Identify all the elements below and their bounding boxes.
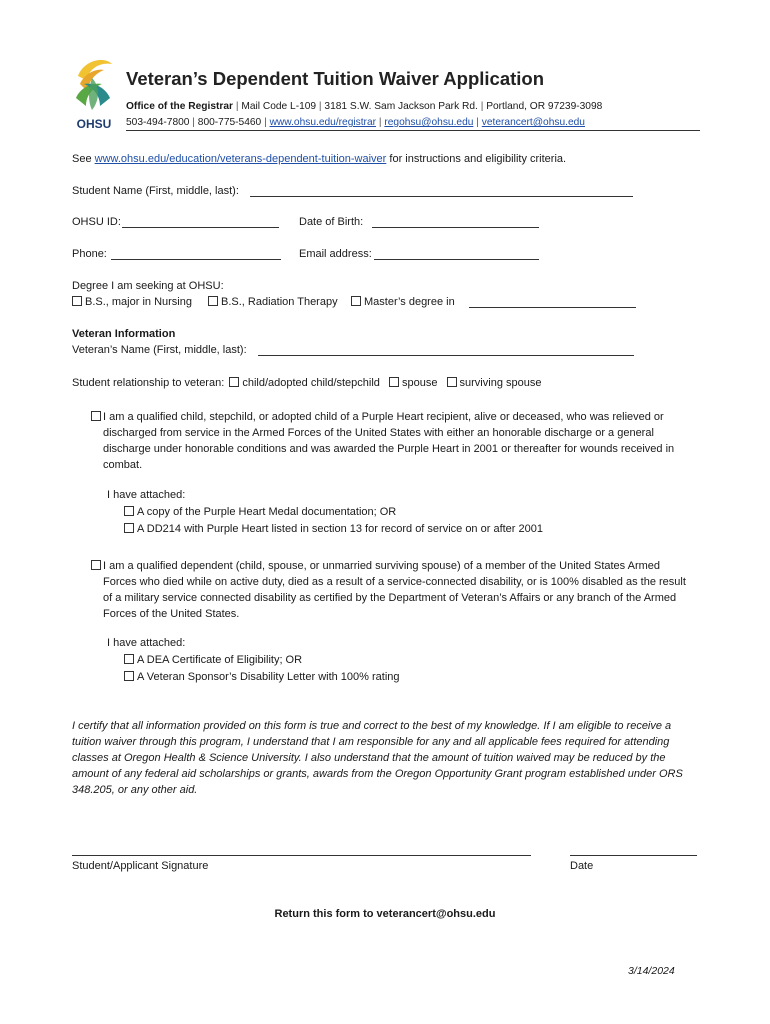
student-name-label: Student Name (First, middle, last): <box>72 185 239 197</box>
masters-label: Master’s degree in <box>364 296 455 308</box>
phone-field[interactable] <box>111 259 281 260</box>
header-divider <box>126 130 700 131</box>
disability-letter-checkbox[interactable] <box>124 671 134 681</box>
degree-option-masters[interactable] <box>351 296 455 308</box>
ohsu-logo <box>70 54 118 132</box>
dd214-checkbox[interactable] <box>124 523 134 533</box>
option-b-attach-1[interactable] <box>124 654 302 666</box>
mail-code: Mail Code L-109 <box>241 101 317 112</box>
option-a-attach-1[interactable] <box>124 506 396 518</box>
return-instructions: Return this form to veterancert@ohsu.edu <box>274 908 496 920</box>
purple-heart-doc-checkbox[interactable] <box>124 506 134 516</box>
waiver-info-link[interactable]: www.ohsu.edu/education/veterans-dependent-tuition-waiver <box>94 153 387 165</box>
intro-see: See <box>72 153 92 165</box>
nursing-checkbox[interactable] <box>72 296 82 306</box>
nursing-label: B.S., major in Nursing <box>85 296 192 308</box>
option-a-checkbox[interactable] <box>91 411 101 421</box>
intro-line <box>72 153 566 165</box>
option-b-attach-2[interactable] <box>124 671 400 683</box>
street-address: 3181 S.W. Sam Jackson Park Rd. <box>324 101 478 112</box>
veteran-name-field[interactable] <box>258 355 634 356</box>
child-label: child/adopted child/stepchild <box>242 377 380 389</box>
option-b-checkbox[interactable] <box>91 560 101 570</box>
student-name-field[interactable] <box>250 196 633 197</box>
option-b-text: I am a qualified dependent (child, spouse, or unmarried surviving spouse) of a member of the United States Armed Forces who died while on active duty, died as a result of a service-connected disability, or is 100% disabled as the result of a military service connected disability as certified by the Department of Veteran’s Affairs or any branch of the Armed Forces of the United States. <box>103 560 686 620</box>
purple-heart-doc-label: A copy of the Purple Heart Medal documentation; OR <box>137 506 397 518</box>
dd214-label: A DD214 with Purple Heart listed in section 13 for record of service on or after 2001 <box>137 523 543 535</box>
ohsu-id-field[interactable] <box>122 227 279 228</box>
spouse-checkbox[interactable] <box>389 377 399 387</box>
option-b-attached-label: I have attached: <box>107 637 186 649</box>
regohsu-email-link[interactable]: regohsu@ohsu.edu <box>384 117 474 128</box>
revision-date: 3/14/2024 <box>628 965 675 977</box>
intro-rest: for instructions and eligibility criteria. <box>389 153 567 165</box>
date-line[interactable] <box>570 855 697 856</box>
header-contact-line: 503-494-7800 | 800-775-5460 | www.ohsu.edu/registrar | regohsu@ohsu.edu | veterancert@ohsu.edu <box>126 117 585 128</box>
degree-option-radiation[interactable] <box>208 296 338 308</box>
veteran-heading: Veteran Information <box>72 328 176 340</box>
dob-label: Date of Birth: <box>299 216 364 228</box>
registrar-website-link[interactable]: www.ohsu.edu/registrar <box>269 117 377 128</box>
certification-statement: I certify that all information provided on this form is true and correct to the best of my knowledge. If I am eligible to receive a tuition waiver through this program, I understand that I am responsible for any and all applicable fees required for attending classes at Oregon Health & Science University. I also understand that the amount of tuition waived may be reduced by the amount of any federal aid scholarships or grants, awards from the Oregon Opportunity Grant program established under ORS 348.205, or any other aid. <box>72 720 683 796</box>
spouse-label: spouse <box>401 377 438 389</box>
date-label: Date <box>570 860 594 872</box>
masters-field[interactable] <box>469 307 636 308</box>
degree-label: Degree I am seeking at OHSU: <box>72 280 224 292</box>
dea-certificate-label: A DEA Certificate of Eligibility; OR <box>137 654 303 666</box>
signature-line[interactable] <box>72 855 531 856</box>
relationship-label: Student relationship to veteran: <box>72 377 225 389</box>
surviving-spouse-label: surviving spouse <box>459 377 542 389</box>
masters-checkbox[interactable] <box>351 296 361 306</box>
veterancert-email-link[interactable]: veterancert@ohsu.edu <box>481 117 585 128</box>
degree-option-nursing[interactable] <box>72 296 192 308</box>
option-a-attach-2[interactable] <box>124 523 543 535</box>
phone-label: Phone: <box>72 248 107 260</box>
email-label: Email address: <box>299 248 372 260</box>
ohsu-id-label: OHSU ID: <box>72 216 121 228</box>
dob-field[interactable] <box>372 227 539 228</box>
radiation-label: B.S., Radiation Therapy <box>221 296 338 308</box>
radiation-checkbox[interactable] <box>208 296 218 306</box>
city-address: Portland, OR 97239-3098 <box>486 101 603 112</box>
relationship-line <box>72 377 541 389</box>
veteran-name-label: Veteran’s Name (First, middle, last): <box>72 344 247 356</box>
page-title: Veteran’s Dependent Tuition Waiver Application <box>126 68 545 89</box>
header-address-line: Office of the Registrar | Mail Code L-109 | 3181 S.W. Sam Jackson Park Rd. | Portland, OR 97239-3098 <box>126 101 603 112</box>
dea-certificate-checkbox[interactable] <box>124 654 134 664</box>
logo-text: OHSU <box>76 117 112 131</box>
email-field[interactable] <box>374 259 539 260</box>
disability-letter-label: A Veteran Sponsor’s Disability Letter with 100% rating <box>137 671 400 683</box>
signature-label: Student/Applicant Signature <box>72 860 209 872</box>
ohsu-emblem-icon <box>70 54 118 132</box>
office-name: Office of the Registrar <box>126 101 233 112</box>
phone-2: 800-775-5460 <box>197 117 262 128</box>
option-a-text: I am a qualified child, stepchild, or adopted child of a Purple Heart recipient, alive or deceased, who was relieved or discharged from service in the Armed Forces of the United States with either an honorable discharge or a general discharge under honorable conditions and was awarded the Purple Heart in 2001 or thereafter for wounds received in combat. <box>103 411 675 471</box>
phone-1: 503-494-7800 <box>126 117 190 128</box>
child-checkbox[interactable] <box>229 377 239 387</box>
surviving-spouse-checkbox[interactable] <box>447 377 457 387</box>
option-a-attached-label: I have attached: <box>107 489 186 501</box>
